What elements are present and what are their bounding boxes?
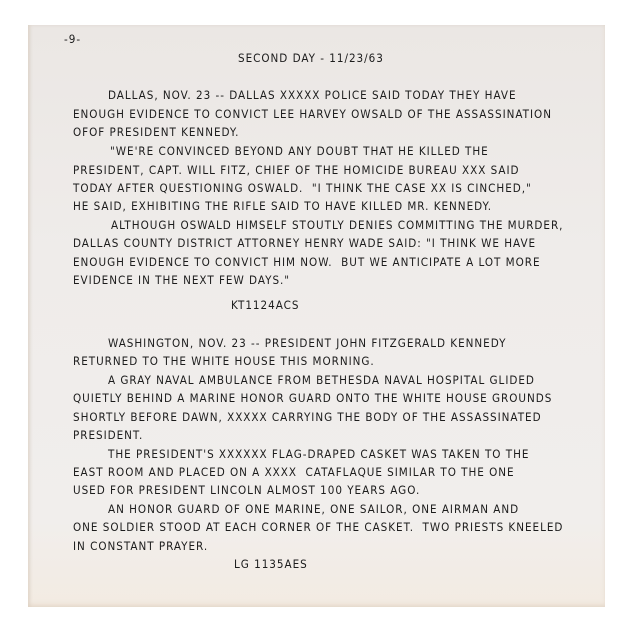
story2-line: A GRAY NAVAL AMBULANCE FROM BETHESDA NAVAL HOSPITAL GLIDED [108, 374, 535, 387]
story1-line: DALLAS, NOV. 23 -- DALLAS XXXXX POLICE SAID TODAY THEY HAVE [108, 89, 517, 102]
page-number: -9- [64, 33, 82, 46]
page-heading: SECOND DAY - 11/23/63 [238, 52, 384, 65]
story1-line: EVIDENCE IN THE NEXT FEW DAYS." [73, 274, 291, 287]
story1-line: ENOUGH EVIDENCE TO CONVICT LEE HARVEY OWSALD OF THE ASSASSINATION [73, 108, 552, 121]
story2-line: RETURNED TO THE WHITE HOUSE THIS MORNING. [73, 355, 375, 368]
story2-line: AN HONOR GUARD OF ONE MARINE, ONE SAILOR, ONE AIRMAN AND [108, 503, 520, 516]
story2-line: USED FOR PRESIDENT LINCOLN ALMOST 100 YEARS AGO. [73, 484, 421, 497]
story2-line: THE PRESIDENT'S XXXXXX FLAG-DRAPED CASKET WAS TAKEN TO THE [108, 448, 530, 461]
story1-line: PRESIDENT, CAPT. WILL FITZ, CHIEF OF THE HOMICIDE BUREAU XXX SAID [73, 164, 520, 177]
story2-line: WASHINGTON, NOV. 23 -- PRESIDENT JOHN FITZGERALD KENNEDY [108, 337, 507, 350]
teletype-page [28, 25, 605, 607]
story1-line: "WE'RE CONVINCED BEYOND ANY DOUBT THAT HE KILLED THE [110, 145, 489, 158]
story1-line: TODAY AFTER QUESTIONING OSWALD. "I THINK THE CASE XX IS CINCHED," [73, 182, 532, 195]
story2-line: IN CONSTANT PRAYER. [73, 540, 209, 553]
story1-line: ALTHOUGH OSWALD HIMSELF STOUTLY DENIES COMMITTING THE MURDER, [111, 219, 564, 232]
story1-line: DALLAS COUNTY DISTRICT ATTORNEY HENRY WADE SAID: "I THINK WE HAVE [73, 237, 537, 250]
story2-line: PRESIDENT. [73, 429, 144, 442]
story1-line: HE SAID, EXHIBITING THE RIFLE SAID TO HAVE KILLED MR. KENNEDY. [73, 200, 493, 213]
story2-line: ONE SOLDIER STOOD AT EACH CORNER OF THE CASKET. TWO PRIESTS KNEELED [73, 521, 564, 534]
story2-signoff: LG 1135AES [234, 558, 308, 571]
story1-line: ENOUGH EVIDENCE TO CONVICT HIM NOW. BUT WE ANTICIPATE A LOT MORE [73, 256, 541, 269]
story2-line: SHORTLY BEFORE DAWN, XXXXX CARRYING THE BODY OF THE ASSASSINATED [73, 411, 542, 424]
story1-line: OFOF PRESIDENT KENNEDY. [73, 126, 240, 139]
story2-line: EAST ROOM AND PLACED ON A XXXX CATAFLAQUE SIMILAR TO THE ONE [73, 466, 515, 479]
story2-line: QUIETLY BEHIND A MARINE HONOR GUARD ONTO THE WHITE HOUSE GROUNDS [73, 392, 553, 405]
story1-signoff: KT1124ACS [231, 299, 300, 312]
